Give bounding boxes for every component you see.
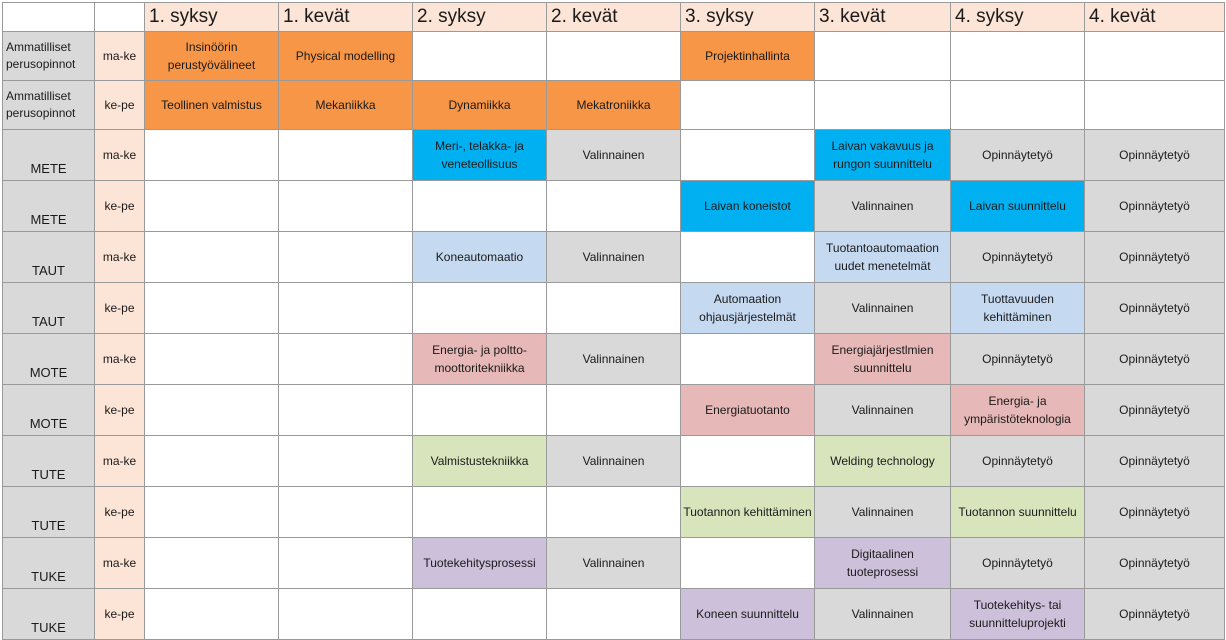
course-cell[interactable] — [413, 283, 547, 334]
timeslot-cell[interactable]: ma-ke — [95, 538, 145, 589]
timeslot-cell[interactable]: ke-pe — [95, 81, 145, 130]
course-cell[interactable] — [413, 32, 547, 81]
course-cell[interactable]: Laivan vakavuus ja rungon suunnittelu — [815, 130, 951, 181]
course-cell[interactable]: Meri-, telakka- ja veneteollisuus — [413, 130, 547, 181]
course-cell[interactable]: Opinnäytetyö — [951, 436, 1085, 487]
course-cell[interactable]: Opinnäytetyö — [1085, 436, 1225, 487]
program-cell[interactable]: METE — [3, 181, 95, 232]
course-cell[interactable]: Opinnäytetyö — [1085, 283, 1225, 334]
course-cell[interactable]: Energia- ja poltto-moottoritekniikka — [413, 334, 547, 385]
course-cell[interactable] — [547, 283, 681, 334]
course-cell[interactable]: Valmistustekniikka — [413, 436, 547, 487]
course-cell[interactable] — [547, 181, 681, 232]
column-header[interactable]: 4. kevät — [1085, 3, 1225, 32]
course-cell[interactable]: Valinnainen — [547, 538, 681, 589]
program-cell[interactable]: MOTE — [3, 385, 95, 436]
course-cell[interactable]: Tuotekehitysprosessi — [413, 538, 547, 589]
course-cell[interactable]: Valinnainen — [815, 487, 951, 538]
course-cell[interactable]: Automaation ohjausjärjestelmät — [681, 283, 815, 334]
course-cell[interactable]: Tuottavuuden kehittäminen — [951, 283, 1085, 334]
table-row — [3, 232, 1225, 283]
course-cell[interactable]: Energia- ja ympäristöteknologia — [951, 385, 1085, 436]
course-cell[interactable]: Projektinhallinta — [681, 32, 815, 81]
course-cell[interactable] — [145, 232, 279, 283]
program-cell[interactable]: TUKE — [3, 538, 95, 589]
table-row — [3, 589, 1225, 640]
course-cell[interactable]: Opinnäytetyö — [1085, 487, 1225, 538]
course-cell[interactable] — [145, 487, 279, 538]
course-cell[interactable] — [413, 181, 547, 232]
corner-cell-time[interactable] — [95, 3, 145, 32]
course-cell[interactable] — [279, 538, 413, 589]
table-row — [3, 32, 1225, 81]
timeslot-cell[interactable]: ma-ke — [95, 334, 145, 385]
table-body — [3, 3, 1225, 640]
course-cell[interactable]: Opinnäytetyö — [1085, 232, 1225, 283]
course-cell[interactable]: Mekaniikka — [279, 81, 413, 130]
course-cell[interactable] — [1085, 32, 1225, 81]
course-cell[interactable]: Valinnainen — [815, 589, 951, 640]
course-cell[interactable]: Digitaalinen tuoteprosessi — [815, 538, 951, 589]
column-header[interactable]: 2. syksy — [413, 3, 547, 32]
course-cell[interactable]: Laivan koneistot — [681, 181, 815, 232]
course-cell[interactable] — [413, 589, 547, 640]
timeslot-cell[interactable]: ma-ke — [95, 436, 145, 487]
course-cell[interactable] — [279, 283, 413, 334]
table-row — [3, 81, 1225, 130]
course-cell[interactable] — [145, 283, 279, 334]
course-cell[interactable]: Tuotantoautomaation uudet menetelmät — [815, 232, 951, 283]
course-cell[interactable] — [951, 81, 1085, 130]
course-cell[interactable]: Koneautomaatio — [413, 232, 547, 283]
course-cell[interactable] — [279, 487, 413, 538]
table-row — [3, 283, 1225, 334]
corner-cell[interactable] — [3, 3, 95, 32]
timeslot-cell[interactable]: ma-ke — [95, 32, 145, 81]
course-cell[interactable]: Laivan suunnittelu — [951, 181, 1085, 232]
timeslot-cell[interactable]: ke-pe — [95, 181, 145, 232]
course-cell[interactable] — [815, 81, 951, 130]
column-header[interactable]: 3. syksy — [681, 3, 815, 32]
course-cell[interactable]: Opinnäytetyö — [1085, 181, 1225, 232]
course-cell[interactable] — [547, 487, 681, 538]
program-cell[interactable]: TUTE — [3, 436, 95, 487]
curriculum-table — [2, 2, 1225, 640]
program-cell[interactable]: MOTE — [3, 334, 95, 385]
course-cell[interactable] — [681, 130, 815, 181]
program-cell[interactable]: TAUT — [3, 283, 95, 334]
course-cell[interactable]: Teollinen valmistus — [145, 81, 279, 130]
course-cell[interactable] — [547, 589, 681, 640]
course-cell[interactable] — [547, 32, 681, 81]
course-cell[interactable] — [279, 130, 413, 181]
course-cell[interactable] — [547, 385, 681, 436]
course-cell[interactable] — [681, 538, 815, 589]
timeslot-cell[interactable]: ke-pe — [95, 589, 145, 640]
course-cell[interactable]: Opinnäytetyö — [951, 334, 1085, 385]
course-cell[interactable] — [145, 130, 279, 181]
course-cell[interactable] — [145, 334, 279, 385]
table-row — [3, 538, 1225, 589]
course-cell[interactable]: Valinnainen — [815, 283, 951, 334]
course-cell[interactable]: Valinnainen — [547, 334, 681, 385]
timeslot-cell[interactable]: ma-ke — [95, 232, 145, 283]
timeslot-cell[interactable]: ma-ke — [95, 130, 145, 181]
timeslot-cell[interactable]: ke-pe — [95, 283, 145, 334]
course-cell[interactable] — [681, 232, 815, 283]
course-cell[interactable] — [815, 32, 951, 81]
course-cell[interactable]: Energiajärjestlmien suunnittelu — [815, 334, 951, 385]
course-cell[interactable] — [145, 589, 279, 640]
program-cell[interactable]: Ammatilliset perusopinnot — [3, 32, 95, 81]
course-cell[interactable] — [681, 436, 815, 487]
program-cell[interactable]: METE — [3, 130, 95, 181]
timeslot-cell[interactable]: ke-pe — [95, 487, 145, 538]
course-cell[interactable] — [681, 81, 815, 130]
course-cell[interactable] — [145, 181, 279, 232]
course-cell[interactable]: Dynamiikka — [413, 81, 547, 130]
course-cell[interactable]: Valinnainen — [547, 436, 681, 487]
course-cell[interactable]: Tuotannon kehittäminen — [681, 487, 815, 538]
course-cell[interactable] — [145, 436, 279, 487]
course-cell[interactable]: Energiatuotanto — [681, 385, 815, 436]
course-cell[interactable] — [1085, 81, 1225, 130]
table-row — [3, 181, 1225, 232]
course-cell[interactable]: Opinnäytetyö — [1085, 130, 1225, 181]
course-cell[interactable]: Valinnainen — [815, 181, 951, 232]
program-cell[interactable]: TAUT — [3, 232, 95, 283]
program-cell[interactable]: Ammatilliset perusopinnot — [3, 81, 95, 130]
timeslot-cell[interactable]: ke-pe — [95, 385, 145, 436]
course-cell[interactable]: Physical modelling — [279, 32, 413, 81]
course-cell[interactable]: Opinnäytetyö — [951, 232, 1085, 283]
course-cell[interactable]: Valinnainen — [547, 130, 681, 181]
course-cell[interactable] — [279, 334, 413, 385]
course-cell[interactable]: Insinöörin perustyövälineet — [145, 32, 279, 81]
course-cell[interactable] — [279, 232, 413, 283]
course-cell[interactable]: Opinnäytetyö — [1085, 589, 1225, 640]
course-cell[interactable]: Opinnäytetyö — [1085, 334, 1225, 385]
table-row — [3, 436, 1225, 487]
course-cell[interactable] — [279, 385, 413, 436]
column-header[interactable]: 1. syksy — [145, 3, 279, 32]
course-cell[interactable] — [413, 385, 547, 436]
course-cell[interactable] — [279, 589, 413, 640]
course-cell[interactable] — [279, 436, 413, 487]
course-cell[interactable]: Koneen suunnittelu — [681, 589, 815, 640]
course-cell[interactable]: Opinnäytetyö — [1085, 538, 1225, 589]
course-cell[interactable]: Opinnäytetyö — [1085, 385, 1225, 436]
course-cell[interactable] — [681, 334, 815, 385]
column-header[interactable]: 3. kevät — [815, 3, 951, 32]
course-cell[interactable]: Tuotekehitys- tai suunnitteluprojekti — [951, 589, 1085, 640]
header-row — [3, 3, 1225, 32]
course-cell[interactable]: Valinnainen — [815, 385, 951, 436]
course-cell[interactable] — [279, 181, 413, 232]
table-row — [3, 487, 1225, 538]
course-cell[interactable]: Valinnainen — [547, 232, 681, 283]
table-row — [3, 385, 1225, 436]
course-cell[interactable] — [413, 487, 547, 538]
table-row — [3, 334, 1225, 385]
column-header[interactable]: 1. kevät — [279, 3, 413, 32]
program-cell[interactable]: TUTE — [3, 487, 95, 538]
course-cell[interactable] — [951, 32, 1085, 81]
course-cell[interactable] — [145, 385, 279, 436]
course-cell[interactable]: Mekatroniikka — [547, 81, 681, 130]
course-cell[interactable]: Opinnäytetyö — [951, 130, 1085, 181]
course-cell[interactable] — [145, 538, 279, 589]
program-cell[interactable]: TUKE — [3, 589, 95, 640]
course-cell[interactable]: Tuotannon suunnittelu — [951, 487, 1085, 538]
course-cell[interactable]: Opinnäytetyö — [951, 538, 1085, 589]
column-header[interactable]: 2. kevät — [547, 3, 681, 32]
column-header[interactable]: 4. syksy — [951, 3, 1085, 32]
table-row — [3, 130, 1225, 181]
course-cell[interactable]: Welding technology — [815, 436, 951, 487]
